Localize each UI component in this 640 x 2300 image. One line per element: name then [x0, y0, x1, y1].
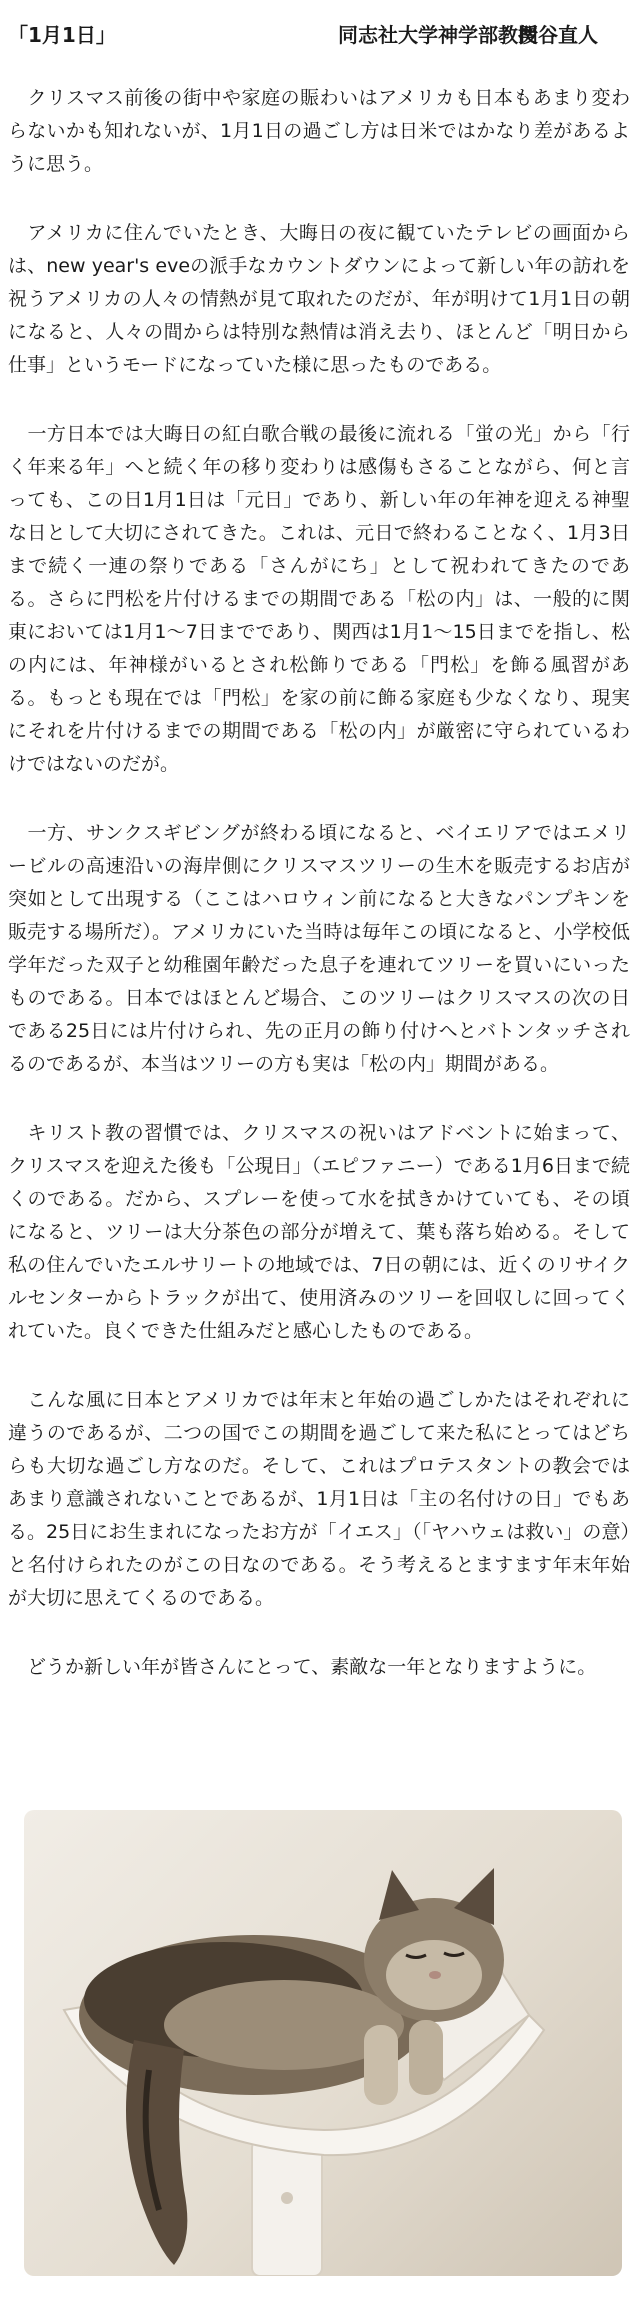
closing-paragraph: どうか新しい年が皆さんにとって、素敵な一年となりますように。	[8, 1656, 597, 1678]
paragraph: キリスト教の習慣では、クリスマスの祝いはアドベントに始まって、クリスマスを迎えた後も「公現日」（エピファニー）である1月6日まで続くのである。だから、スプレーを使って水を拭きかけていても、その頃になると、ツリーは大分茶色の部分が増えて、葉も落ち始める。そして私の住んでいたエルサリートの地域では、7日の朝には、近くのリサイクルセンターからトラックが出て、使用済みのツリーを回収しに回ってくれていた。良くできた仕組みだと感心したものである。	[8, 1122, 630, 1342]
cat-photo	[24, 1810, 622, 2276]
paragraph: こんな風に日本とアメリカでは年末と年始の過ごしかたはそれぞれに違うのであるが、二つの国でこの期間を過ごして来た私にとってはどちらも大切な過ごし方なのだ。そして、これはプロテスタントの教会ではあまり意識されないことであるが、1月1日は「主の名付けの日」でもある。25日にお生まれになったお方が「イエス」（「ヤハウェは救い」の意）と名付けられたのがこの日なのである。そう考えるとますます年末年始が大切に思えてくるのである。	[8, 1389, 630, 1609]
paragraph: 一方日本では大晦日の紅白歌合戦の最後に流れる「蛍の光」から「行く年来る年」へと続く年の移り変わりは感傷もさることながら、何と言っても、この日1月1日は「元日」であり、新しい年の年神を迎える神聖な日として大切にされてきた。これは、元日で終わることなく、1月3日まで続く一連の祭りである「さんがにち」として祝われてきたのである。さらに門松を片付けるまでの期間である「松の内」は、一般的に関東においては1月1〜7日までであり、関西は1月1〜15日までを指し、松の内には、年神様がいるとされ松飾りである「門松」を飾る風習がある。もっとも現在では「門松」を家の前に飾る家庭も少なくなり、現実にそれを片付けるまでの期間である「松の内」が厳密に守られているわけではないのだが。	[8, 423, 630, 775]
cat-on-shelf-photo-icon	[24, 1810, 622, 2276]
article-header	[8, 18, 630, 52]
paragraph: クリスマス前後の街中や家庭の賑わいはアメリカも日本もあまり変わらないかも知れないが、1月1日の過ごし方は日米ではかなり差があるように思う。	[8, 87, 630, 175]
author-name: 関谷直人	[518, 23, 598, 47]
author-title: 同志社大学神学部教授	[338, 23, 538, 47]
paragraph: 一方、サンクスギビングが終わる頃になると、ベイエリアではエメリービルの高速沿いの海岸側にクリスマスツリーの生木を販売するお店が突如として出現する（ここはハロウィン前になると大きなパンプキンを販売する場所だ）。アメリカにいた当時は毎年この頃になると、小学校低学年だった双子と幼稚園年齢だった息子を連れてツリーを買いにいったものである。日本ではほとんど場合、このツリーはクリスマスの次の日である25日には片付けられ、先の正月の飾り付けへとバトンタッチされるのであるが、本当はツリーの方も実は「松の内」期間がある。	[8, 822, 630, 1075]
article-date: 「1月1日」	[8, 23, 116, 47]
article-body	[8, 82, 630, 1720]
paragraph: アメリカに住んでいたとき、大晦日の夜に観ていたテレビの画面からは、new year's eveの派手なカウントダウンによって新しい年の訪れを祝うアメリカの人々の情熱が見て取れたのだが、年が明けて1月1日の朝になると、人々の間からは特別な熱情は消え去り、ほとんど「明日から仕事」というモードになっていた様に思ったものである。	[8, 222, 630, 376]
